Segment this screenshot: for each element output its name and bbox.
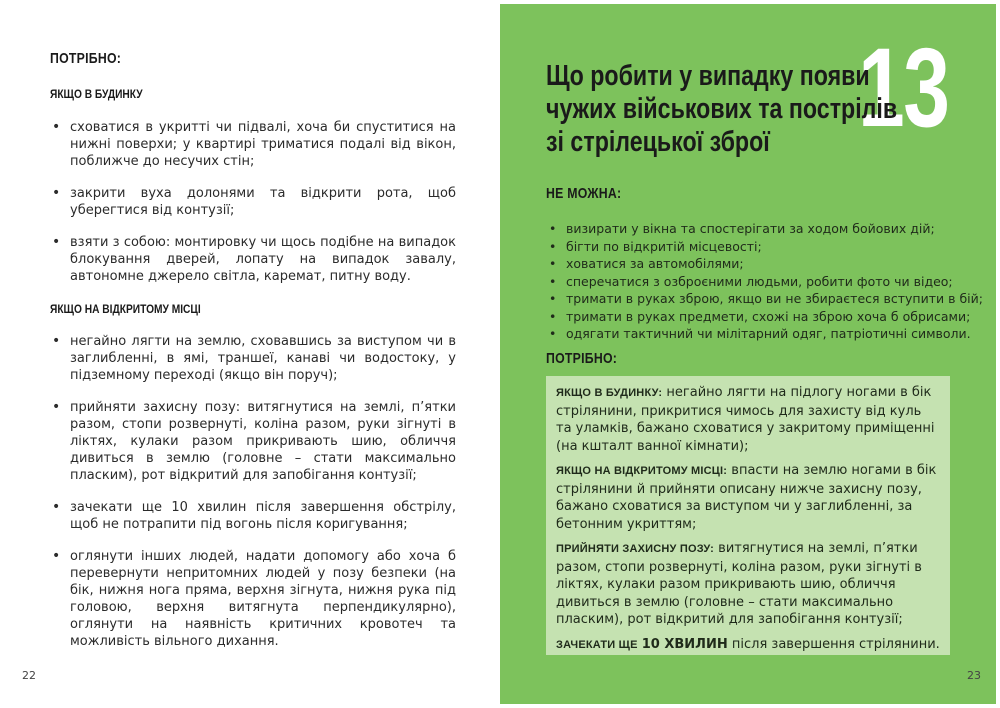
need-heading: ПОТРІБНО: xyxy=(546,350,618,367)
chapter-number: 13 xyxy=(858,25,949,150)
list-item: • сперечатися з озброєними людьми, робити фото чи відео; xyxy=(546,273,986,291)
right-page xyxy=(500,0,1000,708)
list-item: • сховатися в укритті чи підвалі, хоча би спуститися на нижні поверхи; у квартирі триматися подалі від вікон, поближче до несучих стін; xyxy=(50,119,456,170)
list-item: • взяти з собою: монтировку чи щось подібне на випадок блокування дверей, лопату на випадок завалу, автономне джерело світла, каремат, питну воду. xyxy=(50,234,456,285)
list-item: • тримати в руках зброю, якщо ви не збираєтеся вступити в бій; xyxy=(546,290,986,308)
list-item: • одягати тактичний чи мілітарний одяг, патріотичні символи. xyxy=(546,325,986,343)
not-allowed-heading: НЕ МОЖНА: xyxy=(546,185,622,202)
section-title-home: ЯКЩО В БУДИНКУ xyxy=(50,87,143,101)
open-area-list xyxy=(50,333,456,650)
need-box xyxy=(546,376,950,655)
need-item-last: ЗАЧЕКАТИ ЩЕ 10 ХВИЛИН після завершення стрілянини. xyxy=(556,636,940,652)
list-item: • тримати в руках предмети, схожі на зброю хоча б обрисами; xyxy=(546,308,986,326)
green-panel xyxy=(500,4,996,704)
list-item: • бігти по відкритій місцевості; xyxy=(546,238,986,256)
list-item: • негайно лягти на землю, сховавшись за виступом чи в заглибленні, в ямі, траншеї, канаві чи водостоку, у підземному переході (якщо він поруч); xyxy=(50,333,456,384)
list-item: • зачекати ще 10 хвилин після завершення обстрілу, щоб не потрапити під вогонь після коригування; xyxy=(50,499,456,533)
need-item: ЯКЩО В БУДИНКУ: негайно лягти на підлогу ногами в бік стрілянини, прикритися чимось для захисту від куль та уламків, бажано сховатися у закритому приміщенні (на кшталт ванної кімнати); xyxy=(556,385,935,454)
list-item: • прийняти захисну позу: витягнутися на землі, п’ятки разом, стопи розвернуті, коліна разом, руки зігнуті в ліктях, кулаки разом прикривають шию, обличчя дивиться в землю (головне – стати максимально пласким), рот відкритий для запобігання контузії; xyxy=(50,399,456,484)
not-allowed-list xyxy=(546,220,986,343)
list-item: • оглянути інших людей, надати допомогу або хоча б перевернути непритомних людей у позу безпеки (на бік, нижня нога пряма, верхня зігнута, нижня рука під головою, верхня витягнута перпендикулярно), оглянути на наявність критичних кровотеч та можливість вільного дихання. xyxy=(50,548,456,650)
page-number-left: 22 xyxy=(22,669,36,682)
need-item: ЯКЩО НА ВІДКРИТОМУ МІСЦІ: впасти на землю ногами в бік стрілянини й прийняти описану нижче захисну позу, бажано сховатися за виступом чи у заглибленні, за бетонним укриттям; xyxy=(556,463,937,532)
home-list xyxy=(50,119,456,285)
page-number-right: 23 xyxy=(967,669,981,682)
left-heading: ПОТРІБНО: xyxy=(50,50,122,67)
need-item: ПРИЙНЯТИ ЗАХИСНУ ПОЗУ: витягнутися на землі, п’ятки разом, стопи розвернуті, коліна разом, руки зігнуті в ліктях, кулаки разом прикривають шию, обличчя дивиться в землю (головне – стати максимально пласким), рот відкритий для запобігання контузії; xyxy=(556,541,922,627)
section-title-open-area: ЯКЩО НА ВІДКРИТОМУ МІСЦІ xyxy=(50,302,201,316)
list-item: • визирати у вікна та спостерігати за ходом бойових дій; xyxy=(546,220,986,238)
chapter-title: Що робити у випадку появи чужих військових та пострілів зі стрілецької зброї xyxy=(546,60,898,158)
list-item: • закрити вуха долонями та відкрити рота, щоб уберегтися від контузії; xyxy=(50,185,456,219)
list-item: • ховатися за автомобілями; xyxy=(546,255,986,273)
